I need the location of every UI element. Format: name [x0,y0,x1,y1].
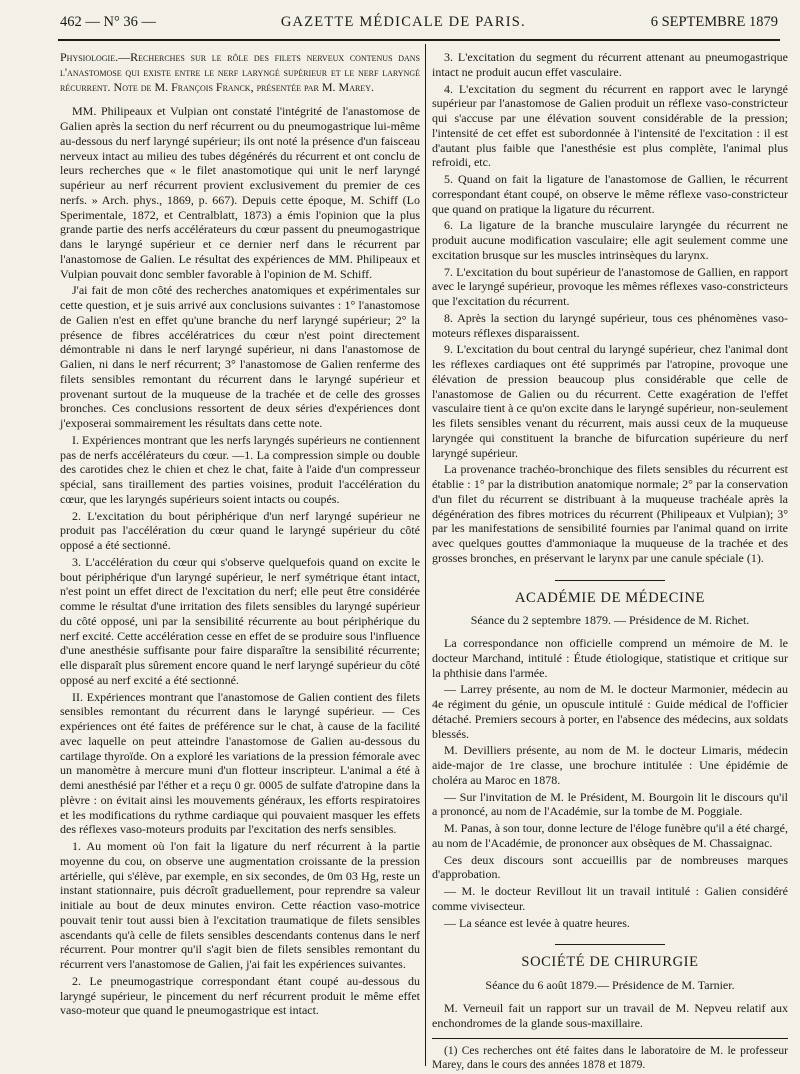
section-rule [555,580,665,581]
section-title-chirurgie: SOCIÉTÉ DE CHIRURGIE [521,954,699,971]
paragraph: 9. L'excitation du bout central du laryngé supérieur, chez l'animal dont les réflexes cardiaques ont été supprimés par l'atropine, provoque une élévation de pression beaucoup plus considérable que celle de l'anastomose de Galien ou du récurrent. Cette exagération de l'effet vasculaire tient à ce qu'on excite dans le laryngé supérieur, non-seulement les filets sensibles venant du récurrent, mais aussi ceux de la muqueuse laryngée qui constituent la branche de bifurcation supérieure du nerf laryngé supérieur. [432,342,788,460]
section-title-academie: ACADÉMIE DE MÉDECINE [514,589,705,606]
paragraph: — Larrey présente, au nom de M. le docteur Marmonier, médecin au 4e régiment du génie, un opuscule intitulé : Guide médical de l'officier détaché. Premiers secours à porter, en l'absence des médecins, aux soldats blessés. [432,682,788,741]
paragraph: — La séance est levée à quatre heures. [444,915,630,930]
paragraph: M. Panas, à son tour, donne lecture de l'éloge funèbre qu'il a été chargé, au nom de l'Académie, de prononcer aux obsèques de M. Chassaignac. [432,821,788,850]
paragraph: 2. L'excitation du bout périphérique d'un nerf laryngé supérieur ne produit pas l'accélération du cœur quand le laryngé supérieur du côté opposé a été sectionné. [60,508,420,552]
paragraph: 4. L'excitation du segment du récurrent en rapport avec le laryngé supérieur par l'anastomose de Galien produit un réflexe vaso-constricteur qui s'accuse par une élévation souvent considérable de la pression; l'intensité de cet effet est subordonnée à l'intensité de l'excitation : il est d'autant plus faible que l'anesthésie est plus complète, l'animal plus refroidi, etc. [432,81,788,170]
section-rule [555,944,665,945]
paragraph: I. Expériences montrant que les nerfs laryngés supérieurs ne contiennent pas de nerfs accélérateurs du cœur. —1. La compression simple ou double des carotides chez le chien et chez le chat, faite à l'aide d'un compresseur spécial, sans tiraillement des parties voisines, produit l'accélération du cœur, que les laryngés supérieurs soient intacts ou coupés. [60,432,420,506]
paragraph: J'ai fait de mon côté des recherches anatomiques et expérimentales sur cette question, et je suis arrivé aux conclusions suivantes : 1° l'anastomose de Galien n'est en effet qu'une branche du nerf laryngé supérieur; 2° la présence de fibres accélératrices du cœur n'est point directement démontrable ni dans le nerf laryngé supérieur, ni dans l'anastomose de Galien, ni dans le nerf récurrent; 3° l'anastomose de Galien renferme des filets sensibles remontant du récurrent dans le laryngé supérieur et provenant surtout de la muqueuse de la trachée et de celle des grosses bronches. Ces conclusions ressortent de deux séries d'expériences dont j'exposerai sommairement les résultats dans cette note. [60,283,420,430]
footnote: (1) Ces recherches ont été faites dans le laboratoire de M. le professeur Marey, dans le cours des années 1878 et 1879. [432,1045,788,1072]
paragraph: La provenance trachéo-bronchique des filets sensibles du récurrent est établie : 1° par la distribution anatomique normale; 2° par la conservation d'un filet du récurrent se distribuant à la muqueuse trachéale après la dégénération des fibres motrices du récurrent (Philipeaux et Vulpian); 3° par les manifestations de sensibilité fournies par l'animal quand on irrite avec quelques gouttes d'ammoniaque la muqueuse de la trachée et des grosses bronches, en préservant le larynx par une canule spéciale (1). [432,462,788,565]
left-column [60,50,420,1020]
page-header [60,14,778,36]
seance-line: Séance du 2 septembre 1879. — Présidence de M. Richet. [470,613,750,628]
paragraph: M. Verneuil fait un rapport sur un travail de M. Nepveu relatif aux enchondromes de la glande sous-maxillaire. [432,1000,788,1030]
paragraph: Ces deux discours sont accueillis par de nombreuses marques d'approbation. [432,852,788,882]
issue-date: 6 SEPTEMBRE 1879 [650,14,778,30]
paragraph: 3. L'excitation du segment du récurrent attenant au pneumogastrique intact ne produit aucun effet vasculaire. [432,50,788,79]
paragraph: 2. Le pneumogastrique correspondant étant coupé au-dessous du laryngé supérieur, le pincement du nerf récurrent produit le même effet vaso-moteur que quand le pneumogastrique est intact. [60,973,420,1018]
paragraph: M. Devilliers présente, au nom de M. le docteur Limaris, médecin aide-major de 1re classe, une brochure intitulée : Une épidémie de choléra au Maroc en 1878. [432,743,788,787]
paragraph: 6. La ligature de la branche musculaire laryngée du récurrent ne produit aucune modification vasculaire; elle agit seulement comme une excitation brusque sur les muscles intrinsèques du larynx. [432,218,788,262]
footnote-rule [432,1038,788,1039]
column-divider [425,44,426,1066]
paragraph: 8. Après la section du laryngé supérieur, tous ces phénomènes vaso-moteurs réflexes disparaissent. [432,310,788,340]
paragraph: II. Expériences montrant que l'anastomose de Galien contient des filets sensibles remontant du récurrent dans le laryngé supérieur. — Ces expériences ont été faites de préférence sur le chat, à cause de la facilité avec laquelle on peut atteindre l'anastomose de Galien au-dessous du cartilage thyroïde. On a exploré les variations de la pression fémorale avec un manomètre à mercure muni d'un flotteur inscripteur. L'animal a été à demi anesthésié par l'éther et a reçu 0 gr. 0005 de sulfate d'atropine dans la plèvre : on évitait ainsi les mouvements généraux, les efforts respiratoires et les modifications du rythme cardiaque qui pouvaient masquer les effets des réflexes vaso-moteurs produits par l'excitation des nerfs sensibles. [60,689,420,837]
paragraph: 7. L'excitation du bout supérieur de l'anastomose de Gallien, en rapport avec le laryngé supérieur, provoque les mêmes réflexes vaso-constricteurs que l'excitation du récurrent. [432,264,788,308]
header-rule [58,39,780,41]
paragraph: — M. le docteur Revillout lit un travail intitulé : Galien considéré comme vivisecteur. [432,884,788,913]
paragraph: 5. Quand on fait la ligature de l'anastomose de Gallien, le récurrent correspondant étant coupé, on observe le même réflexe vaso-constricteur que quand on pratique la ligature du récurrent. [432,172,788,216]
right-column [432,50,788,1074]
paragraph: MM. Philipeaux et Vulpian ont constaté l'intégrité de l'anastomose de Galien après la section du nerf récurrent ou du pneumogastrique lui-même au-dessous du nerf laryngé supérieur; ils ont noté la présence d'un faisceau nerveux intact au milieu des tubes dégénérés du récurrent et ont conclu de leurs recherches que « le filet anastomotique qui unit le nerf laryngé supérieur au nerf récurrent provient exclusivement du premier de ces nerfs. » Arch. phys., 1869, p. 667). Depuis cette époque, M. Schiff (Lo Sperimentale, 1872, et Centralblatt, 1873) a émis l'opinion que la plus grande partie des nerfs accélérateurs du cœur passent du pneumogastrique dans le laryngé supérieur et ce dernier nerf dans le récurrent par l'anastomose de Galien. Le résultat des expériences de MM. Philipeaux et Vulpian pouvait donc sembler favorable à l'opinion de M. Schiff. [60,104,420,281]
paragraph: — Sur l'invitation de M. le Président, M. Bourgoin lit le discours qu'il a prononcé, au nom de l'Académie, sur la tombe de M. Poggiale. [432,789,788,819]
paragraph: La correspondance non officielle comprend un mémoire de M. le docteur Marchand, intitulé : Étude étiologique, statistique et critique sur la phthisie dans l'armée. [432,636,788,680]
paragraph: 1. Au moment où l'on fait la ligature du nerf récurrent à la partie moyenne du cou, on observe une augmentation croissante de la pression artérielle, qui s'élève, par exemple, en six secondes, de 0m 03 Hg, reste un instant stationnaire, puis décroît graduellement, pour reprendre sa valeur initiale au bout de deux minutes environ. Cette réaction vaso-motrice pouvait tenir tout aussi bien à l'excitation traumatique de filets sensibles ascendants qu'à celle de filets sensibles descendants contenus dans le nerf récurrent. Pour montrer qu'il s'agit bien de filets sensibles remontant du récurrent vers l'anastomose de Galien, j'ai fait les expériences suivantes. [60,839,420,971]
seance-line: Séance du 6 août 1879.— Présidence de M. Tarnier. [485,978,735,992]
journal-title: GAZETTE MÉDICALE DE PARIS. [280,14,526,30]
paragraph: 3. L'accélération du cœur qui s'observe quelquefois quand on excite le bout périphérique d'un laryngé supérieur, le nerf symétrique étant intact, n'est point un effet direct de l'excitation du nerf; elle peut être considérée comme le résultat d'une irritation des filets sensibles du laryngé supérieur du côté opposé, uni par la sensibilité récurrente au bout périphérique du nerf excité. Cette accélération cesse en effet de se produire sous l'influence d'une anesthésie suffisante pour faire disparaître la sensibilité récurrente; elle disparaît plus sûrement encore quand le nerf laryngé supérieur du côté opposé au nerf excité a été sectionné. [60,554,420,687]
page-number: 462 — N° 36 — [60,14,157,30]
article-heading: Physiologie.—Recherches sur le rôle des filets nerveux contenus dans l'anastomose qui existe entre le nerf laryngé supérieur et le nerf laryngé récurrent. Note de M. François Franck, présentée par M. Marey. [60,50,420,94]
